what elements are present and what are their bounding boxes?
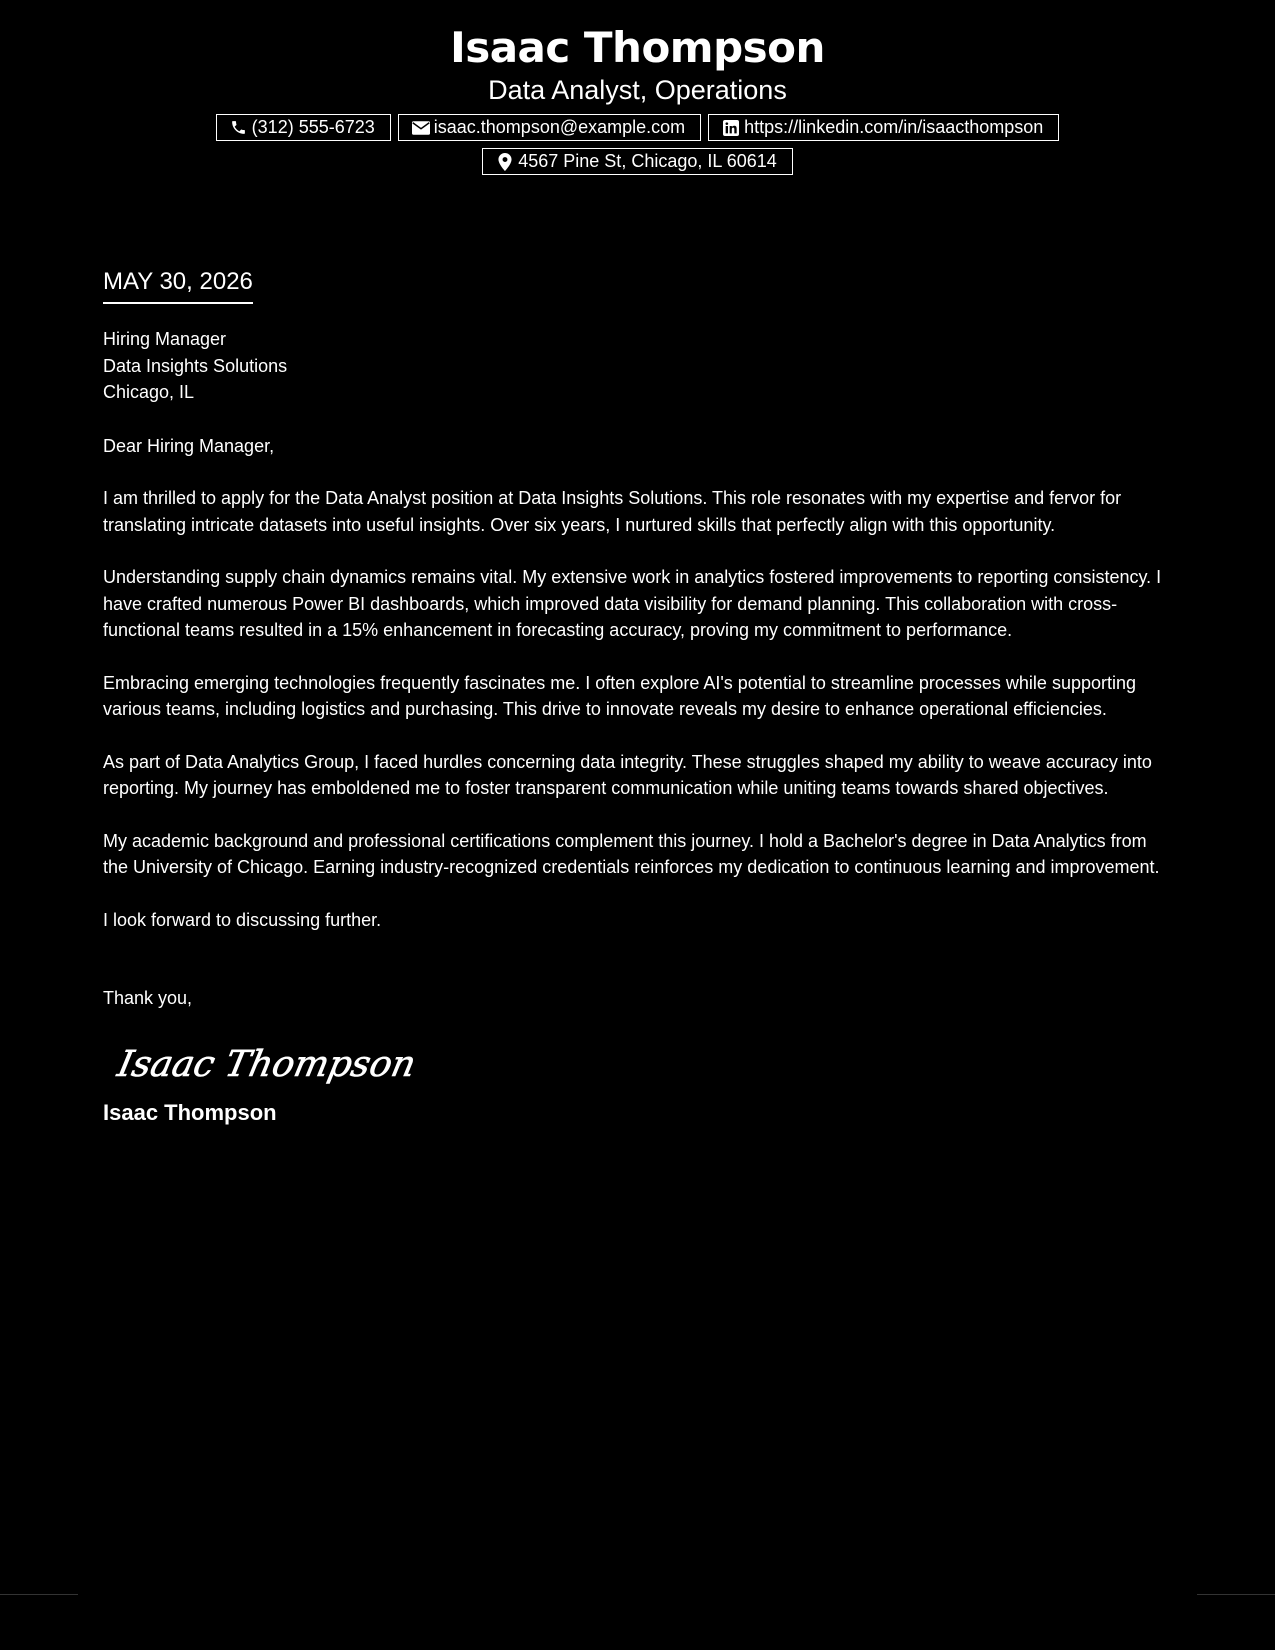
linkedin-icon [721, 119, 741, 137]
closing: Thank you, [103, 988, 193, 1008]
phone-icon [229, 119, 249, 137]
recipient-block [103, 326, 1173, 406]
body-paragraph: I am thrilled to apply for the Data Analyst position at Data Insights Solutions. This role resonates with my expertise and fervor for translating intricate datasets into useful insights. Over six years, I nurtured skills that perfectly align with this opportunity. [103, 488, 1122, 535]
map-marker-icon [495, 153, 515, 171]
salutation: Dear Hiring Manager, [103, 435, 275, 456]
email-contact[interactable] [398, 114, 701, 141]
address-contact[interactable] [482, 148, 793, 175]
recipient-line: Chicago, IL [103, 382, 195, 402]
letter-header [0, 22, 1275, 175]
body-paragraph: My academic background and professional certifications complement this journey. I hold a Bachelor's degree in Data Analytics from the University of Chicago. Earning industry-recognized credentials reinforces my dedication to continuous learning and improvement. [103, 830, 1160, 877]
letter-date: MAY 30, 2026 [103, 266, 253, 304]
body-paragraph: Understanding supply chain dynamics remains vital. My extensive work in analytics fostered improvements to reporting consistency. I have crafted numerous Power BI dashboards, which improved data visibility for demand planning. This collaboration with cross-functional teams resulted in a 15% enhancement in forecasting accuracy, proving my commitment to performance. [103, 567, 1162, 640]
recipient-line: Hiring Manager [103, 329, 227, 349]
linkedin-contact[interactable] [708, 114, 1059, 141]
letter-body [103, 266, 1173, 1128]
body-paragraph: I look forward to discussing further. [103, 909, 382, 930]
handwritten-signature [111, 1034, 1173, 1092]
applicant-title: Data Analyst, Operations [488, 75, 787, 105]
footer-divider-right [1197, 1594, 1275, 1595]
envelope-icon [411, 119, 431, 137]
contact-row-primary [0, 114, 1275, 141]
footer-divider-left [0, 1594, 78, 1595]
linkedin-text: https://linkedin.com/in/isaacthompson [744, 117, 1044, 137]
contact-row-secondary [0, 148, 1275, 175]
body-paragraph: Embracing emerging technologies frequently fascinates me. I often explore AI's potential to streamline processes while supporting various teams, including logistics and purchasing. This drive to innovate reveals my desire to enhance operational efficiencies. [103, 672, 1136, 719]
phone-text: (312) 555-6723 [251, 117, 375, 137]
signer-name: Isaac Thompson [103, 1099, 277, 1125]
phone-contact[interactable] [216, 114, 391, 141]
address-text: 4567 Pine St, Chicago, IL 60614 [518, 151, 777, 171]
email-text: isaac.thompson@example.com [433, 117, 686, 137]
svg-text:Isaac Thompson: Isaac Thompson [114, 1041, 420, 1085]
applicant-name: Isaac Thompson [450, 23, 825, 72]
recipient-line: Data Insights Solutions [103, 355, 288, 376]
body-paragraph: As part of Data Analytics Group, I faced hurdles concerning data integrity. These struggles shaped my ability to weave accuracy into reporting. My journey has emboldened me to foster transparent communication while uniting teams towards shared objectives. [103, 751, 1152, 798]
